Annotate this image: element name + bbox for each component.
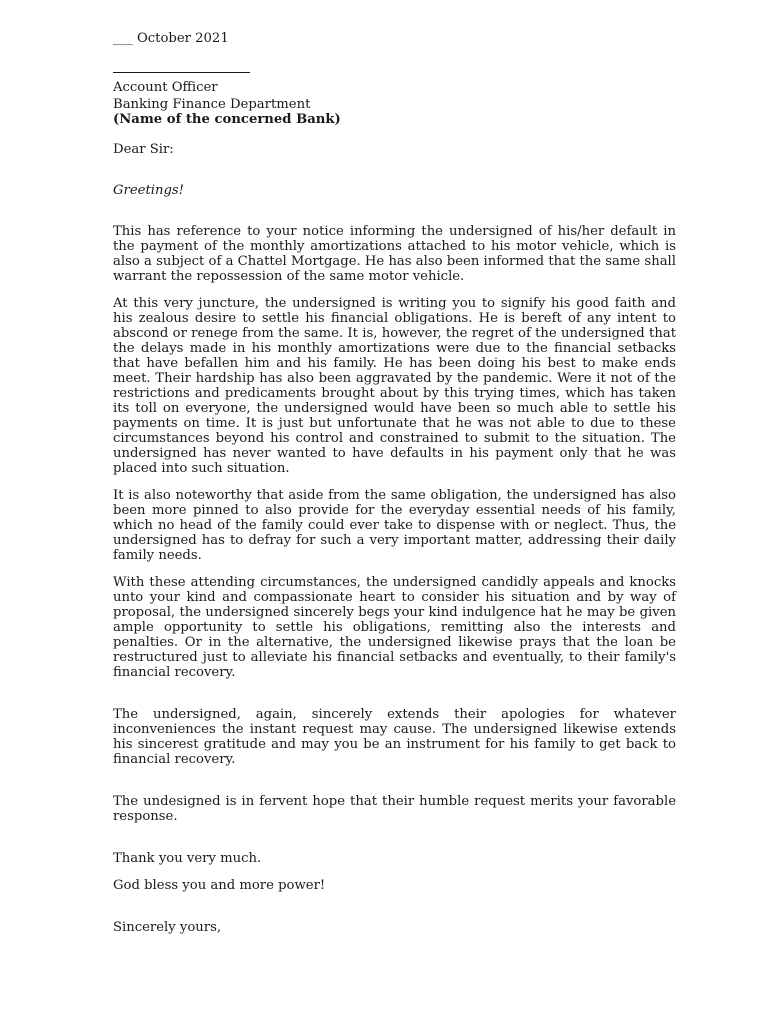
spacer (113, 127, 676, 142)
closing-line: Sincerely yours, (113, 920, 222, 935)
paragraph-hope: The undesigned is in fervent hope that their humble request merits your favorable response. (113, 794, 676, 824)
letter-page (113, 31, 676, 935)
paragraph-apologies: The undersigned, again, sincerely extends their apologies for whatever inconveniences the instant request may cause. The undersigned likewise extends his sincerest gratitude and may you be an instrument for his family to get back to financial recovery. (113, 707, 676, 767)
paragraph-notice-reference: This has reference to your notice informing the undersigned of his/her default in the payment of the monthly amortizations attached to his motor vehicle, which is also a subject of a Chattel Mortgage. He has also been informed that the same shall warrant the repossession of the same motor vehicle. (113, 224, 676, 284)
spacer (113, 157, 676, 183)
spacer (113, 893, 676, 920)
blessing-line: God bless you and more power! (113, 878, 326, 893)
spacer (113, 284, 676, 296)
spacer (113, 73, 676, 80)
recipient-title: Account Officer (113, 80, 218, 95)
paragraph-good-faith: At this very juncture, the undersigned is writing you to signify his good faith and his zealous desire to settle his financial obligations. He is bereft of any intent to abscond or renege from the same. It is, however, the regret of the undersigned that the delays made in his monthly amortizations were due to the financial setbacks that have befallen him and his family. He has been doing his best to make ends meet. Their hardship has also been aggravated by the pandemic. Were it not of the restrictions and predicaments brought about by this trying times, which has taken its toll on everyone, the undersigned would have been so much able to settle his payments on time. It is just but unfortunate that he was not able to due to these circumstances beyond his control and constrained to submit to the situation. The undersigned has never wanted to have defaults in his payment only that he was placed into such situation. (113, 296, 676, 476)
spacer (113, 46, 676, 72)
recipient-bank: (Name of the concerned Bank) (113, 112, 341, 127)
greeting: Greetings! (113, 183, 184, 198)
recipient-department: Banking Finance Department (113, 97, 311, 112)
paragraph-appeal: With these attending circumstances, the undersigned candidly appeals and knocks unto your kind and compassionate heart to consider his situation and by way of proposal, the undersigned sincerely begs your kind indulgence hat he may be given ample opportunity to settle his obligations, remitting also the interests and penalties. Or in the alternative, the undersigned likewise prays that the loan be restructured just to alleviate his financial setbacks and eventually, to their family's financial recovery. (113, 575, 676, 680)
spacer (113, 866, 676, 878)
spacer (113, 824, 676, 851)
spacer (113, 680, 676, 707)
spacer (113, 198, 676, 224)
letter-date: ___ October 2021 (113, 31, 229, 46)
spacer (113, 563, 676, 575)
salutation: Dear Sir: (113, 142, 174, 157)
paragraph-family-needs: It is also noteworthy that aside from the same obligation, the undersigned has also been more pinned to also provide for the everyday essential needs of his family, which no head of the family could ever take to dispense with or neglect. Thus, the undersigned has to defray for such a very important matter, addressing their daily family needs. (113, 488, 676, 563)
spacer (113, 767, 676, 794)
thanks-line: Thank you very much. (113, 851, 262, 866)
spacer (113, 476, 676, 488)
